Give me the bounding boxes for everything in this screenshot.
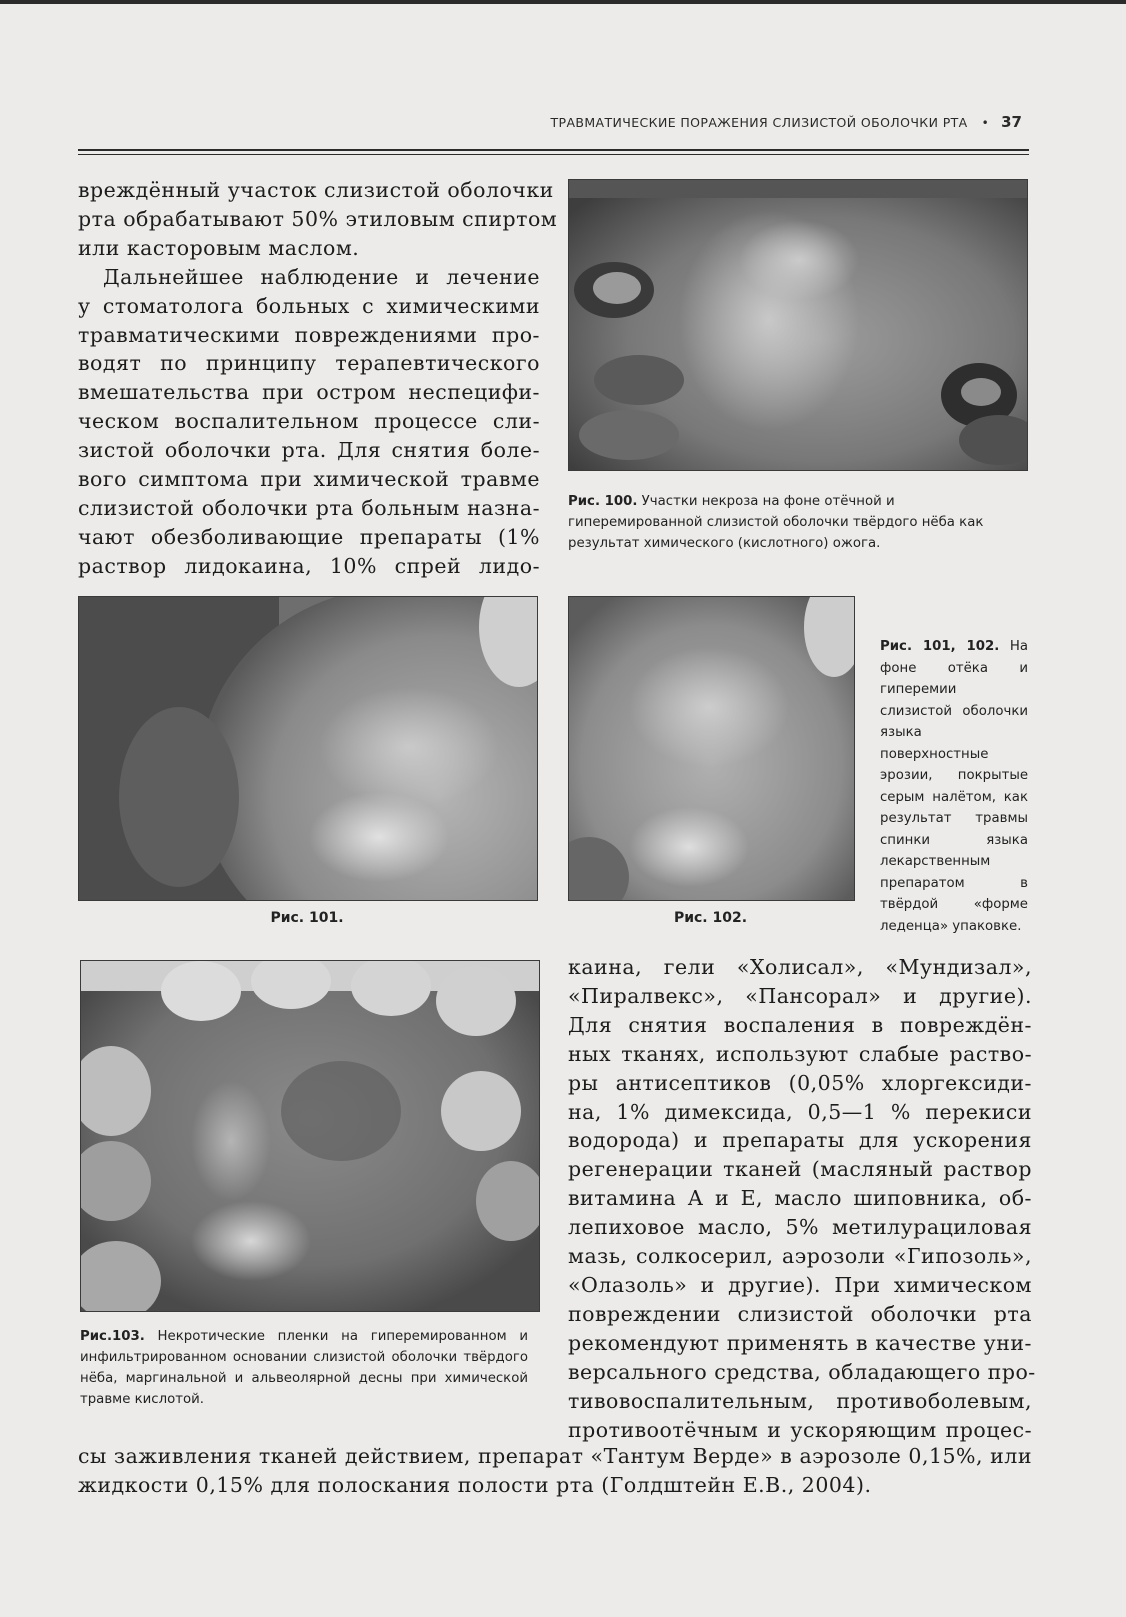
text-line: тивовоспалительным, противоболевым, [568,1388,1032,1413]
figure-101-102-label: Рис. 101, 102. [880,639,1000,654]
figure-103-label: Рис.103. [80,1329,145,1344]
text-line: слизистой оболочки рта больным назна- [78,495,540,520]
figure-101-photo [78,596,538,901]
text-line: версального средства, обладающего про- [568,1359,1036,1384]
text-line: на, 1% димексида, 0,5—1 % перекиси [568,1099,1032,1124]
figure-103-photo [80,960,540,1312]
body-text-column-2 [568,953,1036,1444]
text-line: ры антисептиков (0,05% хлоргексиди- [568,1070,1032,1095]
figure-102-caption: Рис. 102. [673,910,748,926]
text-line: «Олазоль» и другие). При химическом [568,1272,1032,1297]
scan-top-edge [0,0,1126,4]
header-separator: • [981,116,990,130]
text-line: ческом воспалительном процессе сли- [78,409,540,434]
figure-101-102-text: На фоне отёка и гиперемии слизистой оболочки языка поверхностные эрозии, покрытые серым налётом, как результат травмы спинки языка лекарственным препаратом в твёрдой «форме леденца» упаковке. [880,639,1028,934]
header-rule [78,149,1029,151]
body-text-column-1 [78,176,558,581]
figure-100-text: Участки некроза на фоне отёчной и гиперемированной слизистой оболочки твёрдого нёба как результат химического (кислотного) ожога. [568,494,984,551]
text-line: противоотёчным и ускоряющим процес- [568,1417,1032,1442]
figure-100-caption [568,491,1026,554]
text-line: или касторовым маслом. [78,235,360,260]
running-head [300,113,1022,131]
text-line: рта обрабатывают 50% этиловым спиртом [78,206,558,231]
text-line: «Пиралвекс», «Пансорал» и другие). [568,983,1032,1008]
text-line: ных тканях, используют слабые раство- [568,1041,1032,1066]
text-line: сы заживления тканей действием, препарат «Тантум Верде» в аэрозоле 0,15%, или [78,1444,1032,1468]
text-line: вого симптома при химической травме [78,467,540,492]
figure-103-text: Некротические пленки на гиперемированном и инфильтрированном основании слизистой оболочки твёрдого нёба, маргинальной и альвеолярной десны при химической травме кислотой. [80,1329,528,1407]
figure-103-caption [80,1326,528,1410]
figure-101-102-caption [880,636,1028,937]
body-text-full-width [78,1442,1032,1500]
text-line: мазь, солкосерил, аэрозоли «Гипозоль», [568,1244,1032,1269]
text-line: жидкости 0,15% для полоскания полости рта (Голдштейн Е.В., 2004). [78,1472,872,1497]
text-line: водорода) и препараты для ускорения [568,1128,1032,1153]
text-line: лепиховое масло, 5% метилурациловая [568,1215,1032,1240]
text-line: травматическими повреждениями про- [78,322,540,347]
text-line: у стоматолога больных с химическими [78,293,540,318]
text-line: раствор лидокаина, 10% спрей лидо- [78,553,540,578]
text-line: водят по принципу терапевтического [78,351,540,376]
text-line: рекомендуют применять в качестве уни- [568,1330,1032,1355]
figure-102-photo [568,596,855,901]
figure-101-caption: Рис. 101. [270,910,344,926]
text-line: вреждённый участок слизистой оболочки [78,178,554,202]
text-line: витамина А и Е, масло шиповника, об- [568,1186,1032,1211]
text-line: каина, гели «Холисал», «Мундизал», [568,955,1032,979]
text-line: зистой оболочки рта. Для снятия боле- [78,438,540,463]
header-rule-thin [78,154,1029,155]
text-line: Для снятия воспаления в повреждён- [568,1012,1032,1037]
running-title: ТРАВМАТИЧЕСКИЕ ПОРАЖЕНИЯ СЛИЗИСТОЙ ОБОЛОЧКИ РТА [550,115,968,130]
figure-100-label: Рис. 100. [568,494,638,509]
text-line: Дальнейшее наблюдение и лечение [103,264,540,289]
page-number: 37 [1001,113,1022,131]
text-line: повреждении слизистой оболочки рта [568,1301,1032,1326]
text-line: чают обезболивающие препараты (1% [78,524,540,549]
figure-100-photo [568,179,1028,471]
text-line: вмешательства при остром неспецифи- [78,380,540,405]
text-line: регенерации тканей (масляный раствор [568,1157,1032,1182]
